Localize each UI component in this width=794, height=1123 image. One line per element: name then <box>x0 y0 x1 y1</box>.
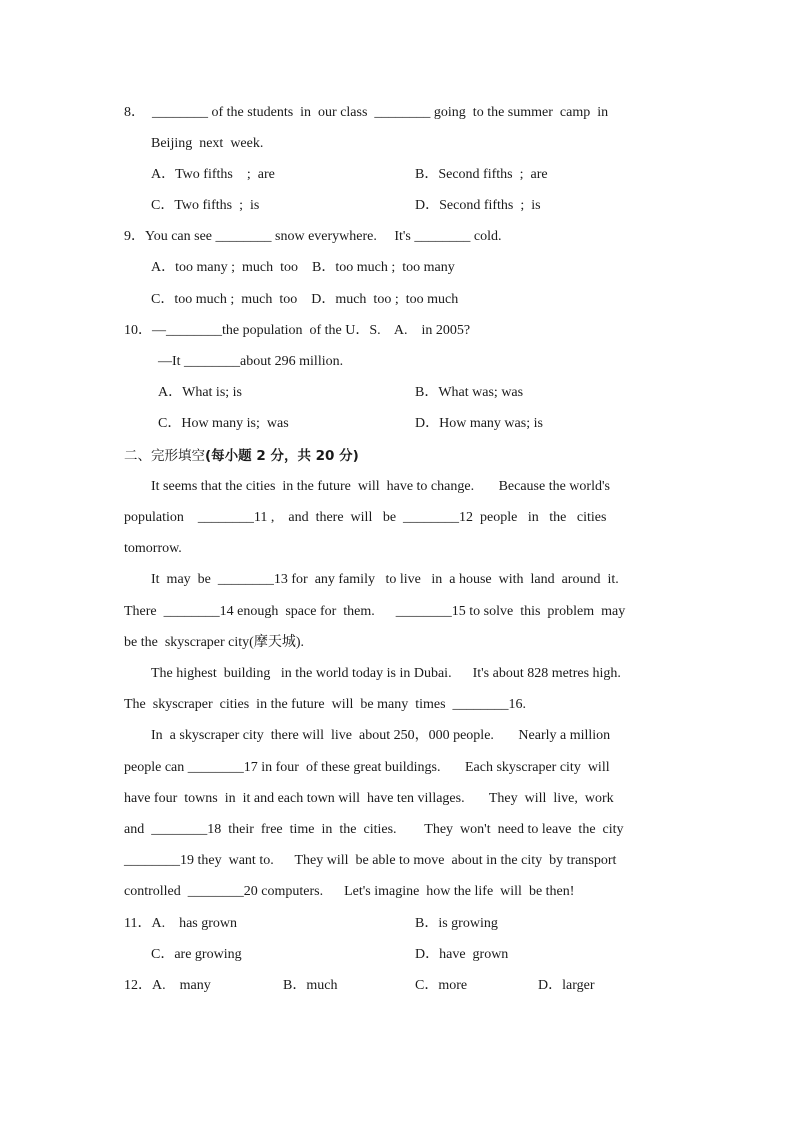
question-10-option-d: D．How many was; is <box>415 416 543 431</box>
passage-line: tomorrow. <box>124 541 182 556</box>
passage-line: There ________14 enough space for them. ________15 to solve this problem may <box>124 604 626 619</box>
question-12-option-b: B．much <box>283 978 338 993</box>
passage-line: population ________11 , and there will be ________12 people in the cities <box>124 510 607 525</box>
passage-line: In a skyscraper city there will live about 250，000 people. Nearly a million <box>151 728 611 743</box>
question-12-option-d: D．larger <box>538 978 595 993</box>
passage-line: It may be ________13 for any family to live in a house with land around it. <box>151 572 619 587</box>
question-8-option-b: B．Second fifths ; are <box>415 167 548 182</box>
question-8-option-c: C．Two fifths ; is <box>151 198 260 213</box>
passage-line: people can ________17 in four of these great buildings. Each skyscraper city will <box>124 760 610 775</box>
question-10-response: —It ________about 296 million. <box>158 354 344 369</box>
question-11-option-a: 11．A. has grown <box>124 916 238 931</box>
section-2-title: 二、完形填空 <box>124 448 205 464</box>
question-11-option-d: D．have grown <box>415 947 509 962</box>
passage-line: controlled ________20 computers. Let's imagine how the life will be then! <box>124 884 575 899</box>
passage-line: ________19 they want to. They will be able to move about in the city by transport <box>124 853 617 868</box>
question-10-option-b: B．What was; was <box>415 385 524 400</box>
passage-line: and ________18 their free time in the cities. They won't need to leave the city <box>124 822 624 837</box>
question-11-option-c: C．are growing <box>151 947 242 962</box>
passage-line: It seems that the cities in the future will have to change. Because the world's <box>151 479 610 494</box>
question-9-stem: 9．You can see ________ snow everywhere. It's ________ cold. <box>124 229 502 244</box>
question-8-stem: 8． ________ of the students in our class ________ going to the summer camp in <box>124 105 609 120</box>
passage-line: have four towns in it and each town will have ten villages. They will live, work <box>124 791 614 806</box>
section-2-heading <box>124 447 359 465</box>
question-9-options-ab: A．too many ; much too B．too much ; too many <box>151 260 455 275</box>
question-8-stem-continued: Beijing next week. <box>151 136 264 151</box>
question-12-option-c: C．more <box>415 978 468 993</box>
passage-line: The skyscraper cities in the future will be many times ________16. <box>124 697 527 712</box>
question-10-option-a: A．What is; is <box>158 385 242 400</box>
question-10-stem: 10．—________the population of the U．S. A. in 2005? <box>124 323 471 338</box>
passage-line: The highest building in the world today is in Dubai. It's about 828 metres high. <box>151 666 621 681</box>
question-9-options-cd: C．too much ; much too D．much too ; too much <box>151 292 459 307</box>
question-8-option-a: A．Two fifths ; are <box>151 167 275 182</box>
question-10-option-c: C．How many is; was <box>158 416 289 431</box>
question-12-option-a: 12．A. many <box>124 978 211 993</box>
section-2-scoring: (每小题 2 分，共 20 分) <box>205 448 359 464</box>
question-8-option-d: D．Second fifths ; is <box>415 198 541 213</box>
question-11-option-b: B．is growing <box>415 916 498 931</box>
passage-line: be the skyscraper city(摩天城). <box>124 635 304 650</box>
